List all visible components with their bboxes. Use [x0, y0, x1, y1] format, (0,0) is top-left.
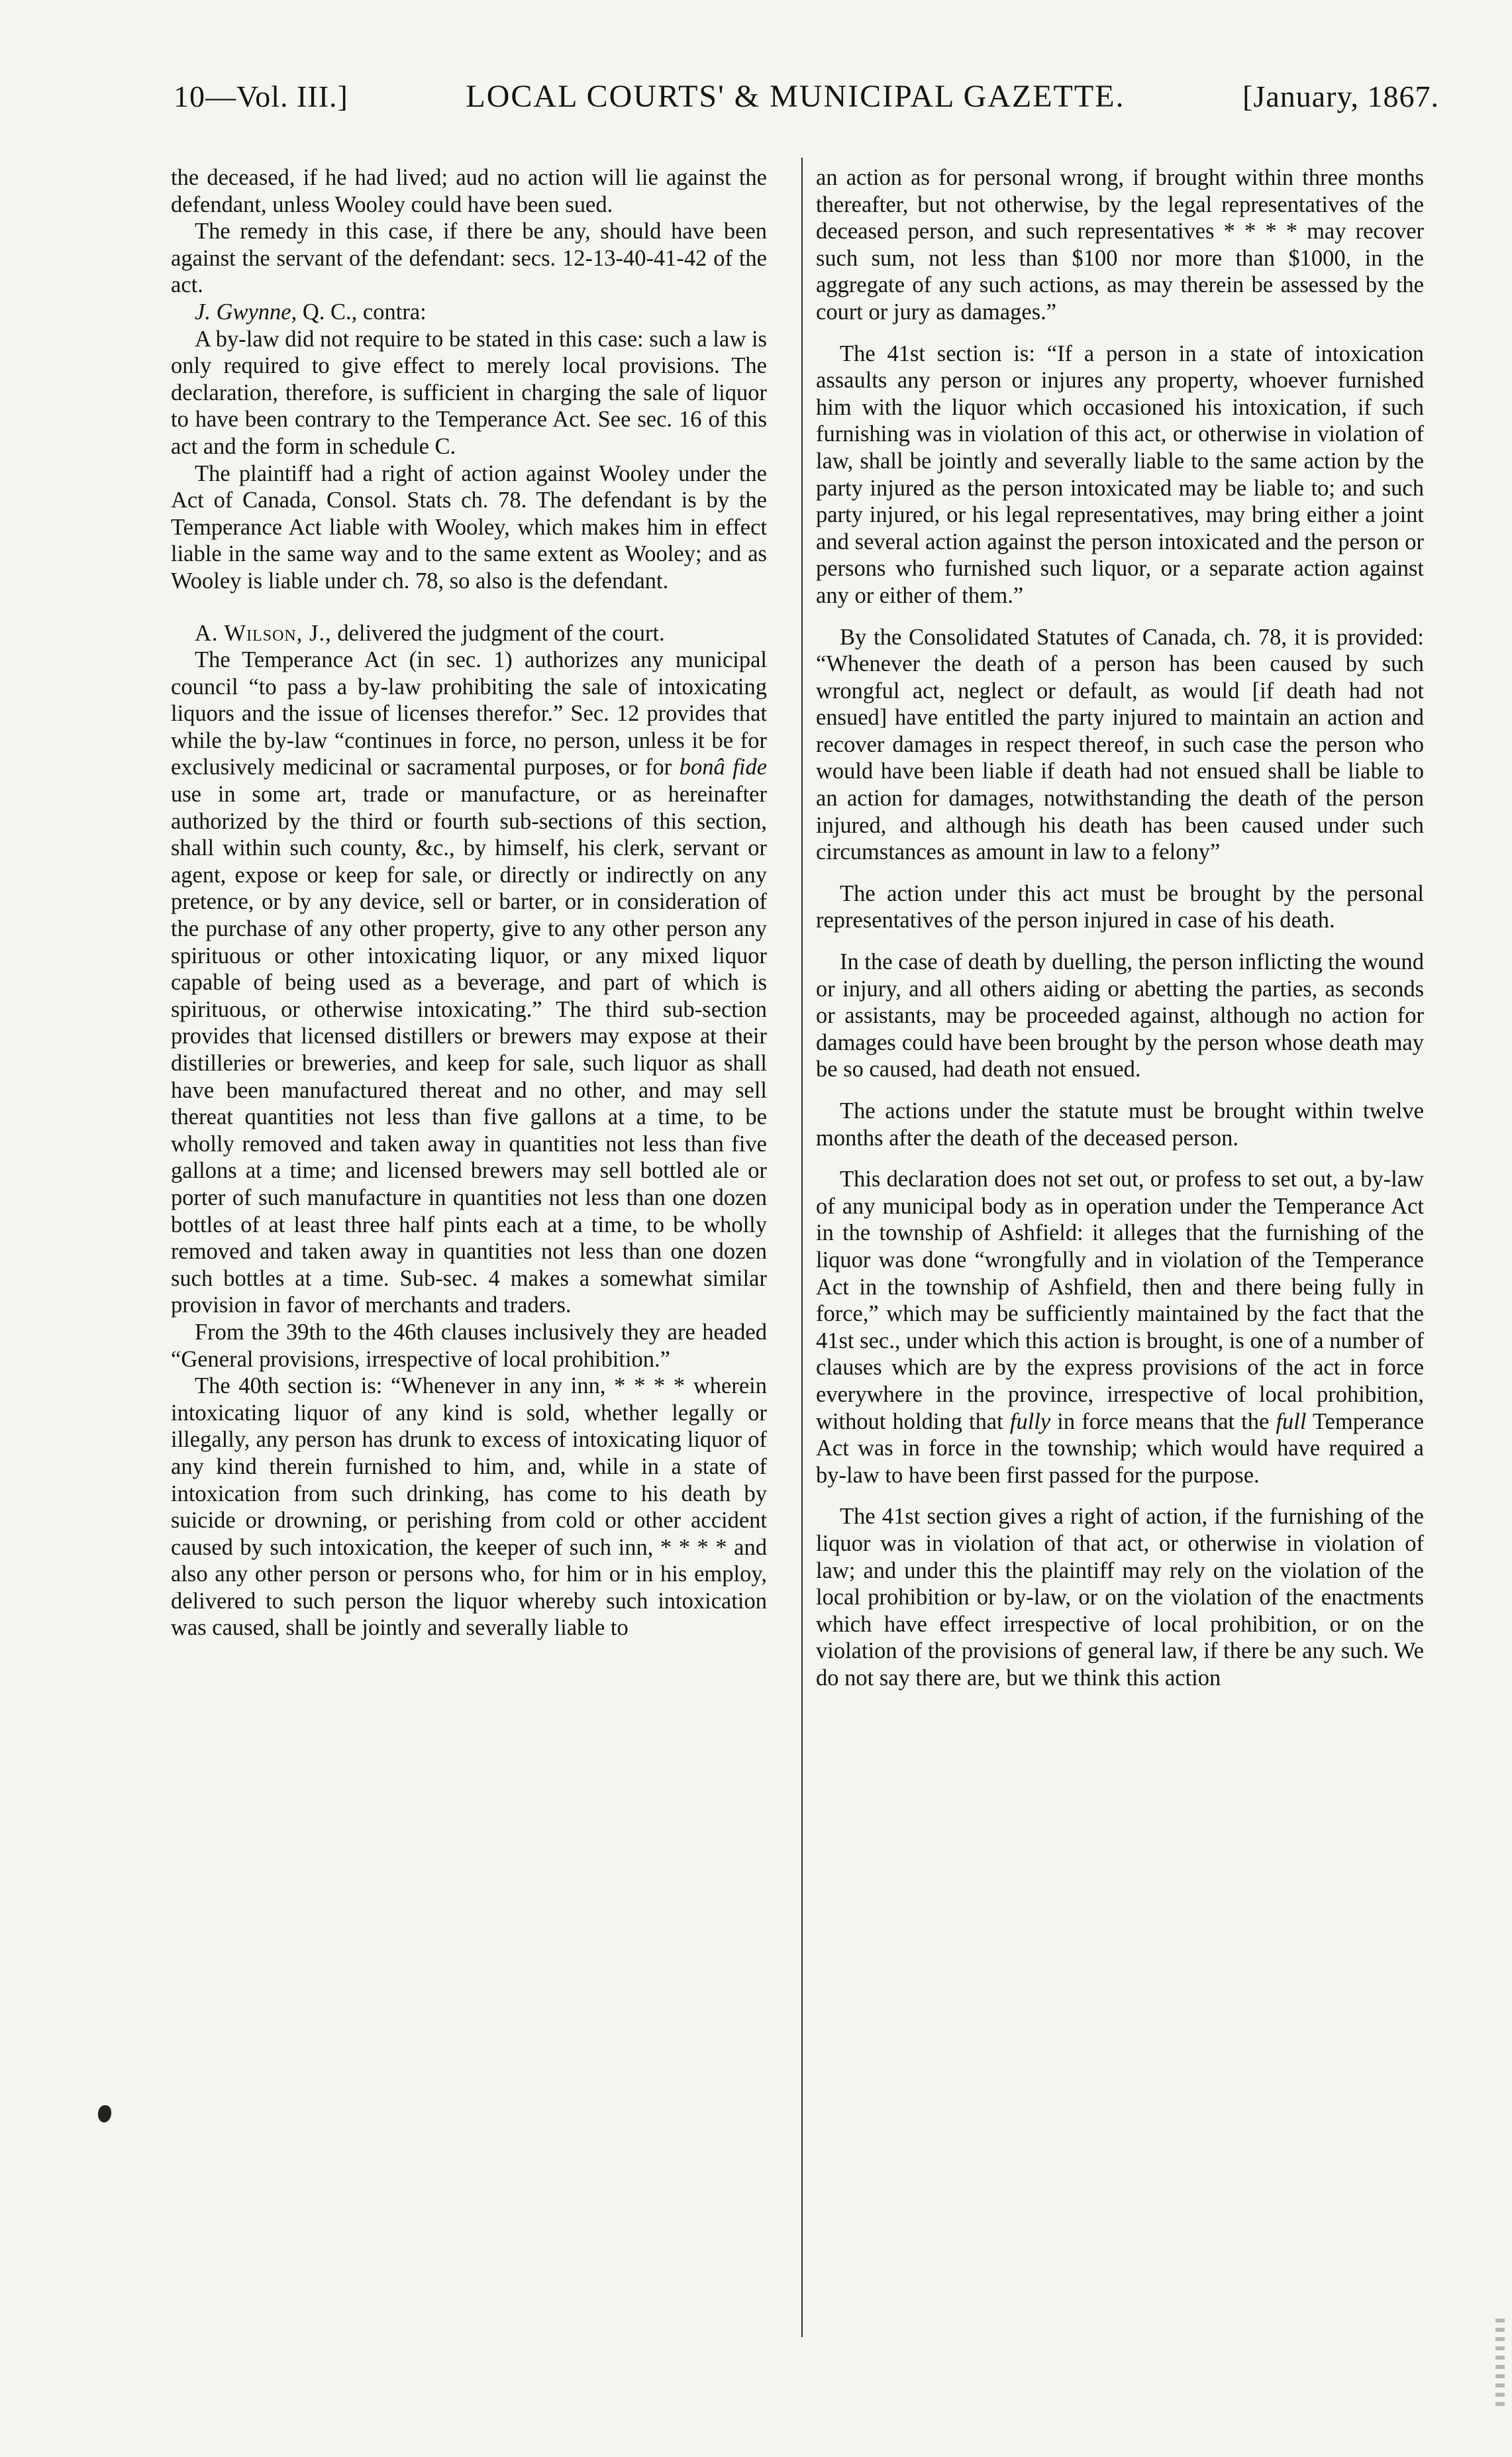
paragraph: The plaintiff had a right of action against Wooley under the Act of Canada, Consol. Stats ch. 78. The defendant is by the Temperance Act liable with Wooley, which makes him in effect liable in the same way and to the same extent as Wooley; and as Wooley is liable under ch. 78, so also is the defendant. — [171, 460, 767, 594]
italic-term: bonâ fide — [679, 755, 768, 780]
paragraph: an action as for personal wrong, if brought within three months thereafter, but not otherwise, by the legal representatives of the deceased person, and such representatives * * * * may recover such sum, not less than $100 nor more than $1000, in the aggregate of any such actions, as may therein be assessed by the court or jury as damages.” — [816, 165, 1424, 325]
paragraph: In the case of death by duelling, the person inflicting the wound or injury, and all others aiding or abetting the parties, as seconds or assistants, may be proceeded against, although no action for damages could have been brought by the person whose death may be so caused, had death not ensued. — [816, 949, 1424, 1082]
paragraph-text: Temperance Act was in force in the township; which would have required a by-law to have been first passed for the purpose. — [816, 1408, 1424, 1488]
paragraph: The 41st section gives a right of action, if the furnishing of the liquor was in violation of that act, or otherwise in violation of law; and under this the plaintiff may rely on the violation of the local prohibition or by-law, or on the violation of the enactments which have effect irrespective of local prohibition, or on the violation of the provisions of general law, if there be any such. We do not say there are, but we think this action — [816, 1504, 1424, 1691]
italic-term: full — [1276, 1408, 1307, 1434]
paragraph: From the 39th to the 46th clauses inclusively they are headed “General provisions, irrespective of local prohibition.” — [171, 1319, 767, 1372]
paragraph-text: Q. C., contra: — [297, 299, 427, 325]
paragraph-text: This declaration does not set out, or profess to set out, a by-law of any municipal body as in operation under the Temperance Act in the township of Ashfield: it alleges that the furnishing of the liquor was done “wrongfully and in violation of the Temperance Act in the township of Ashfield, then and there being fully in force,” which may be sufficiently maintained by the fact that the 41st sec., under which this action is brought, is one of a number of clauses which are by the express provisions of the act in force everywhere in the province, irrespective of local prohibition, without holding that — [816, 1167, 1424, 1434]
paragraph — [171, 647, 767, 1319]
ink-blot-mark — [98, 2105, 111, 2122]
left-column — [171, 164, 767, 1642]
paragraph — [171, 620, 767, 647]
paragraph: The actions under the statute must be brought within twelve months after the death of the deceased person. — [816, 1098, 1424, 1151]
running-header — [174, 78, 1439, 125]
paragraph: The 41st section is: “If a person in a state of intoxication assaults any person or injures any property, whoever furnished him with the liquor which occasioned his intoxication, if such furnishing was in violation of this act, or otherwise in violation of law, shall be jointly and severally liable to the same action by the party injured as the person intoxicated may be liable to; and such party injured, or his legal representatives, may bring either a joint and several action against the person intoxicated and the person or persons who furnished such liquor, or a separate action against any or either of them.” — [816, 340, 1424, 608]
issue-date: [January, 1867. — [1242, 79, 1439, 113]
paragraph-text: in force means that the — [1050, 1408, 1276, 1434]
paragraph: the deceased, if he had lived; aud no action will lie against the defendant, unless Wooley could have been sued. — [171, 165, 767, 217]
judge-name: A. Wilson, J., — [195, 620, 332, 646]
paragraph-text: The Temperance Act (in sec. 1) authorizes any municipal council “to pass a by-law prohibiting the sale of intoxicating liquors and the issue of licenses therefor.” Sec. 12 provides that while the by-law “continues in force, no person, unless it be for exclusively medicinal or sacramental purposes, or for — [171, 647, 767, 780]
paragraph: The action under this act must be brought by the personal representatives of the person injured in case of his death. — [816, 880, 1424, 933]
column-divider — [801, 158, 803, 2337]
paragraph — [171, 299, 767, 326]
paragraph: The remedy in this case, if there be any, should have been against the servant of the defendant: secs. 12-13-40-41-42 of the act. — [171, 219, 767, 298]
publication-title: LOCAL COURTS' & MUNICIPAL GAZETTE. — [466, 79, 1125, 114]
paragraph: The 40th section is: “Whenever in any inn, * * * * wherein intoxicating liquor of any kind is sold, whether legally or illegally, any person has drunk to excess of intoxicating liquor of any kind therein furnished to him, and, while in a state of intoxication from such drinking, has come to his death by suicide or drowning, or perishing from cold or other accident caused by such intoxication, the keeper of such inn, * * * * and also any other person or persons who, for him or in his employ, delivered to such person the liquor whereby such intoxication was caused, shall be jointly and severally liable to — [171, 1373, 767, 1641]
paragraph: By the Consolidated Statutes of Canada, ch. 78, it is provided: “Whenever the death of a person has been caused by such wrongful act, neglect or default, as would [if death had not ensued] have entitled the party injured to maintain an action and recover damages in respect thereof, in such case the person who would have been liable if death had not ensued shall be liable to an action for damages, notwithstanding the death of the person injured, and although his death has been caused under such circumstances as amount in law to a felony” — [816, 624, 1424, 865]
paragraph: A by-law did not require to be stated in this case: such a law is only required to give effect to merely local provisions. The declaration, therefore, is sufficient in charging the sale of liquor to have been contrary to the Temperance Act. See sec. 16 of this act and the form in schedule C. — [171, 326, 767, 459]
page-edge-mark — [1495, 2319, 1505, 2411]
paragraph-text: delivered the judgment of the court. — [331, 620, 665, 646]
volume-page-number: 10—Vol. III.] — [174, 79, 348, 113]
right-column — [816, 164, 1424, 1691]
counsel-name: J. Gwynne, — [195, 299, 297, 325]
italic-term: fully — [1009, 1408, 1051, 1434]
paragraph-text: use in some art, trade or manufacture, or as hereinafter authorized by the third or fourth sub-sections of this section, shall within such county, &c., by himself, his clerk, servant or agent, expose or keep for sale, or directly or indirectly on any pretence, or by any device, sell or barter, or in consideration of the purchase of any other property, give to any other person any spirituous or other intoxicating liquor, or any mixed liquor capable of being used as a beverage, and part of which is spirituous, or otherwise intoxicating.” The third sub-section provides that licensed distillers or brewers may expose at their distilleries or breweries, and keep for sale, such liquor as shall have been manufactured thereat and no other, and may sell thereat quantities not less than five gallons at a time, to be wholly removed and taken away in quantities not less than five gallons at a time; and licensed brewers may sell bottled ale or porter of such manufacture in quantities not less than one dozen bottles of at least three half pints each at a time, to be wholly removed and taken away in quantities not less than one dozen such bottles at a time. Sub-sec. 4 makes a somewhat similar provision in favor of merchants and traders. — [171, 782, 767, 1318]
paragraph — [816, 1166, 1424, 1489]
